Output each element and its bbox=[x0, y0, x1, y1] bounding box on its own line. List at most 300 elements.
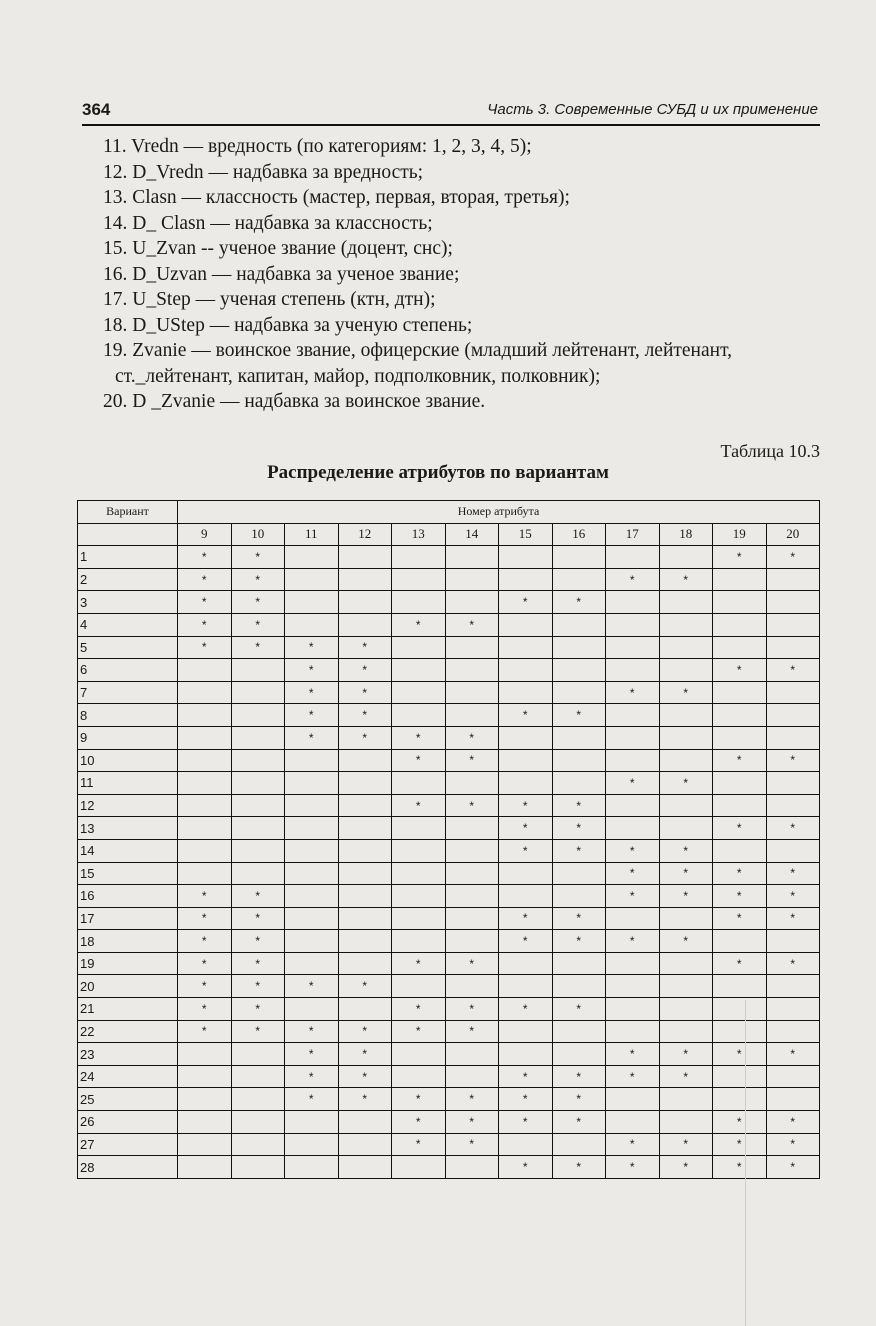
page-header bbox=[82, 98, 820, 126]
variant-number-cell: 2 bbox=[78, 568, 178, 591]
empty-cell bbox=[713, 726, 767, 749]
table-row bbox=[78, 885, 820, 908]
empty-cell bbox=[713, 591, 767, 614]
star-mark-cell: * bbox=[766, 546, 820, 569]
table-row bbox=[78, 907, 820, 930]
star-mark-cell: * bbox=[285, 726, 339, 749]
empty-cell bbox=[285, 546, 339, 569]
star-mark-cell: * bbox=[231, 568, 285, 591]
blank-header-cell bbox=[78, 523, 178, 546]
star-mark-cell: * bbox=[392, 1020, 446, 1043]
empty-cell bbox=[713, 681, 767, 704]
empty-cell bbox=[499, 1043, 553, 1066]
star-mark-cell: * bbox=[392, 952, 446, 975]
list-item: 17. U_Step — ученая степень (ктн, дтн); bbox=[103, 289, 436, 310]
star-mark-cell: * bbox=[552, 591, 606, 614]
empty-cell bbox=[766, 839, 820, 862]
empty-cell bbox=[338, 591, 392, 614]
empty-cell bbox=[338, 998, 392, 1021]
column-number-row bbox=[78, 523, 820, 546]
empty-cell bbox=[231, 681, 285, 704]
star-mark-cell: * bbox=[231, 930, 285, 953]
empty-cell bbox=[713, 772, 767, 795]
empty-cell bbox=[285, 591, 339, 614]
list-item: 16. D_Uzvan — надбавка за ученое звание; bbox=[103, 263, 460, 285]
empty-cell bbox=[766, 772, 820, 795]
empty-cell bbox=[499, 613, 553, 636]
empty-cell bbox=[766, 704, 820, 727]
variant-number-cell: 8 bbox=[78, 704, 178, 727]
empty-cell bbox=[285, 907, 339, 930]
empty-cell bbox=[659, 998, 713, 1021]
empty-cell bbox=[552, 862, 606, 885]
variant-number-cell: 3 bbox=[78, 591, 178, 614]
empty-cell bbox=[392, 930, 446, 953]
star-mark-cell: * bbox=[338, 636, 392, 659]
star-mark-cell: * bbox=[285, 1043, 339, 1066]
empty-cell bbox=[445, 659, 499, 682]
table-row bbox=[78, 749, 820, 772]
star-mark-cell: * bbox=[392, 794, 446, 817]
empty-cell bbox=[766, 726, 820, 749]
star-mark-cell: * bbox=[499, 704, 553, 727]
empty-cell bbox=[659, 659, 713, 682]
star-mark-cell: * bbox=[445, 1088, 499, 1111]
empty-cell bbox=[231, 1133, 285, 1156]
empty-cell bbox=[659, 726, 713, 749]
star-mark-cell: * bbox=[499, 1156, 553, 1179]
empty-cell bbox=[338, 1133, 392, 1156]
empty-cell bbox=[231, 839, 285, 862]
empty-cell bbox=[445, 1043, 499, 1066]
empty-cell bbox=[392, 862, 446, 885]
empty-cell bbox=[552, 772, 606, 795]
empty-cell bbox=[445, 907, 499, 930]
empty-cell bbox=[713, 1088, 767, 1111]
empty-cell bbox=[606, 952, 660, 975]
column-number-header: 11 bbox=[285, 523, 339, 546]
empty-cell bbox=[338, 772, 392, 795]
list-item: 12. D_Vredn — надбавка за вредность; bbox=[103, 161, 424, 183]
star-mark-cell: * bbox=[606, 1133, 660, 1156]
star-mark-cell: * bbox=[231, 613, 285, 636]
star-mark-cell: * bbox=[392, 749, 446, 772]
empty-cell bbox=[338, 613, 392, 636]
table-row bbox=[78, 568, 820, 591]
star-mark-cell: * bbox=[713, 1133, 767, 1156]
empty-cell bbox=[392, 839, 446, 862]
empty-cell bbox=[499, 975, 553, 998]
star-mark-cell: * bbox=[552, 704, 606, 727]
empty-cell bbox=[552, 1043, 606, 1066]
star-mark-cell: * bbox=[285, 681, 339, 704]
table-row bbox=[78, 794, 820, 817]
empty-cell bbox=[499, 568, 553, 591]
star-mark-cell: * bbox=[338, 1088, 392, 1111]
empty-cell bbox=[392, 1065, 446, 1088]
variant-number-cell: 5 bbox=[78, 636, 178, 659]
empty-cell bbox=[178, 1088, 232, 1111]
empty-cell bbox=[392, 772, 446, 795]
star-mark-cell: * bbox=[285, 659, 339, 682]
variant-number-cell: 9 bbox=[78, 726, 178, 749]
column-number-header: 10 bbox=[231, 523, 285, 546]
star-mark-cell: * bbox=[392, 726, 446, 749]
empty-cell bbox=[659, 749, 713, 772]
star-mark-cell: * bbox=[552, 1111, 606, 1134]
star-mark-cell: * bbox=[392, 1111, 446, 1134]
star-mark-cell: * bbox=[606, 1156, 660, 1179]
star-mark-cell: * bbox=[659, 568, 713, 591]
empty-cell bbox=[606, 546, 660, 569]
empty-cell bbox=[178, 772, 232, 795]
star-mark-cell: * bbox=[766, 659, 820, 682]
star-mark-cell: * bbox=[606, 862, 660, 885]
empty-cell bbox=[499, 726, 553, 749]
star-mark-cell: * bbox=[231, 907, 285, 930]
star-mark-cell: * bbox=[713, 952, 767, 975]
star-mark-cell: * bbox=[766, 817, 820, 840]
empty-cell bbox=[285, 862, 339, 885]
star-mark-cell: * bbox=[713, 1111, 767, 1134]
list-item: 11. Vredn — вредность (по категориям: 1, 2, 3, 4, 5); bbox=[103, 136, 532, 157]
empty-cell bbox=[392, 704, 446, 727]
empty-cell bbox=[766, 591, 820, 614]
empty-cell bbox=[552, 568, 606, 591]
empty-cell bbox=[713, 839, 767, 862]
empty-cell bbox=[231, 794, 285, 817]
empty-cell bbox=[499, 546, 553, 569]
empty-cell bbox=[392, 1156, 446, 1179]
star-mark-cell: * bbox=[499, 930, 553, 953]
empty-cell bbox=[766, 1020, 820, 1043]
empty-cell bbox=[285, 1111, 339, 1134]
empty-cell bbox=[231, 862, 285, 885]
empty-cell bbox=[231, 1043, 285, 1066]
empty-cell bbox=[445, 772, 499, 795]
table-row bbox=[78, 726, 820, 749]
empty-cell bbox=[445, 636, 499, 659]
variant-number-cell: 23 bbox=[78, 1043, 178, 1066]
table-row bbox=[78, 659, 820, 682]
variant-number-cell: 19 bbox=[78, 952, 178, 975]
star-mark-cell: * bbox=[285, 1065, 339, 1088]
empty-cell bbox=[766, 1065, 820, 1088]
empty-cell bbox=[659, 636, 713, 659]
table-row bbox=[78, 817, 820, 840]
empty-cell bbox=[392, 681, 446, 704]
empty-cell bbox=[178, 726, 232, 749]
empty-cell bbox=[766, 930, 820, 953]
empty-cell bbox=[445, 591, 499, 614]
empty-cell bbox=[606, 998, 660, 1021]
star-mark-cell: * bbox=[445, 1020, 499, 1043]
empty-cell bbox=[713, 613, 767, 636]
empty-cell bbox=[552, 613, 606, 636]
star-mark-cell: * bbox=[606, 930, 660, 953]
empty-cell bbox=[659, 704, 713, 727]
table-row bbox=[78, 613, 820, 636]
empty-cell bbox=[231, 749, 285, 772]
empty-cell bbox=[606, 794, 660, 817]
star-mark-cell: * bbox=[659, 839, 713, 862]
empty-cell bbox=[338, 749, 392, 772]
empty-cell bbox=[606, 907, 660, 930]
table-row bbox=[78, 952, 820, 975]
empty-cell bbox=[659, 546, 713, 569]
empty-cell bbox=[499, 681, 553, 704]
variant-number-cell: 12 bbox=[78, 794, 178, 817]
table-row bbox=[78, 862, 820, 885]
empty-cell bbox=[499, 952, 553, 975]
empty-cell bbox=[445, 681, 499, 704]
empty-cell bbox=[285, 772, 339, 795]
variant-number-cell: 20 bbox=[78, 975, 178, 998]
column-number-header: 13 bbox=[392, 523, 446, 546]
table-label: Таблица 10.3 bbox=[720, 441, 820, 461]
star-mark-cell: * bbox=[766, 749, 820, 772]
empty-cell bbox=[606, 975, 660, 998]
empty-cell bbox=[338, 1111, 392, 1134]
star-mark-cell: * bbox=[178, 907, 232, 930]
table-row bbox=[78, 772, 820, 795]
variant-number-cell: 18 bbox=[78, 930, 178, 953]
column-number-header: 16 bbox=[552, 523, 606, 546]
table-row bbox=[78, 591, 820, 614]
table-title: Распределение атрибутов по вариантам bbox=[267, 462, 609, 483]
empty-cell bbox=[231, 772, 285, 795]
variant-number-cell: 10 bbox=[78, 749, 178, 772]
star-mark-cell: * bbox=[231, 975, 285, 998]
empty-cell bbox=[445, 862, 499, 885]
empty-cell bbox=[713, 930, 767, 953]
empty-cell bbox=[552, 1020, 606, 1043]
empty-cell bbox=[285, 930, 339, 953]
empty-cell bbox=[338, 794, 392, 817]
variant-number-cell: 15 bbox=[78, 862, 178, 885]
empty-cell bbox=[606, 613, 660, 636]
star-mark-cell: * bbox=[552, 817, 606, 840]
variant-column-header: Вариант bbox=[78, 501, 178, 524]
star-mark-cell: * bbox=[659, 1133, 713, 1156]
empty-cell bbox=[606, 1088, 660, 1111]
variant-number-cell: 17 bbox=[78, 907, 178, 930]
star-mark-cell: * bbox=[766, 907, 820, 930]
empty-cell bbox=[659, 794, 713, 817]
empty-cell bbox=[178, 1133, 232, 1156]
empty-cell bbox=[231, 726, 285, 749]
empty-cell bbox=[552, 546, 606, 569]
empty-cell bbox=[606, 1020, 660, 1043]
star-mark-cell: * bbox=[659, 862, 713, 885]
empty-cell bbox=[231, 1111, 285, 1134]
star-mark-cell: * bbox=[766, 1133, 820, 1156]
star-mark-cell: * bbox=[178, 975, 232, 998]
variant-number-cell: 6 bbox=[78, 659, 178, 682]
star-mark-cell: * bbox=[659, 772, 713, 795]
star-mark-cell: * bbox=[499, 907, 553, 930]
empty-cell bbox=[231, 1065, 285, 1088]
empty-cell bbox=[392, 636, 446, 659]
star-mark-cell: * bbox=[178, 591, 232, 614]
empty-cell bbox=[766, 975, 820, 998]
empty-cell bbox=[766, 613, 820, 636]
star-mark-cell: * bbox=[392, 1088, 446, 1111]
variant-number-cell: 24 bbox=[78, 1065, 178, 1088]
star-mark-cell: * bbox=[713, 659, 767, 682]
table-row bbox=[78, 1088, 820, 1111]
empty-cell bbox=[445, 568, 499, 591]
empty-cell bbox=[499, 1020, 553, 1043]
empty-cell bbox=[659, 1088, 713, 1111]
table-row bbox=[78, 975, 820, 998]
empty-cell bbox=[766, 636, 820, 659]
empty-cell bbox=[606, 726, 660, 749]
star-mark-cell: * bbox=[499, 817, 553, 840]
star-mark-cell: * bbox=[445, 998, 499, 1021]
star-mark-cell: * bbox=[445, 613, 499, 636]
star-mark-cell: * bbox=[231, 636, 285, 659]
star-mark-cell: * bbox=[552, 930, 606, 953]
empty-cell bbox=[285, 1156, 339, 1179]
empty-cell bbox=[766, 794, 820, 817]
empty-cell bbox=[713, 794, 767, 817]
list-item: 19. Zvanie — воинское звание, офицерские (младший лейтенант, лейтенант, ст._лейтенант, капитан, майор, подполковник, полковник); bbox=[103, 338, 828, 389]
empty-cell bbox=[392, 659, 446, 682]
star-mark-cell: * bbox=[659, 930, 713, 953]
variant-number-cell: 4 bbox=[78, 613, 178, 636]
star-mark-cell: * bbox=[231, 1020, 285, 1043]
empty-cell bbox=[285, 817, 339, 840]
variant-number-cell: 7 bbox=[78, 681, 178, 704]
star-mark-cell: * bbox=[552, 1156, 606, 1179]
list-item: 18. D_UStep — надбавка за ученую степень; bbox=[103, 314, 473, 336]
attribute-number-header: Номер атрибута bbox=[178, 501, 820, 524]
star-mark-cell: * bbox=[713, 1043, 767, 1066]
star-mark-cell: * bbox=[178, 885, 232, 908]
empty-cell bbox=[392, 817, 446, 840]
empty-cell bbox=[178, 1065, 232, 1088]
empty-cell bbox=[231, 1156, 285, 1179]
star-mark-cell: * bbox=[606, 568, 660, 591]
star-mark-cell: * bbox=[499, 591, 553, 614]
empty-cell bbox=[499, 659, 553, 682]
star-mark-cell: * bbox=[552, 794, 606, 817]
empty-cell bbox=[606, 1111, 660, 1134]
empty-cell bbox=[499, 1133, 553, 1156]
empty-cell bbox=[552, 659, 606, 682]
empty-cell bbox=[178, 1156, 232, 1179]
empty-cell bbox=[606, 749, 660, 772]
empty-cell bbox=[445, 839, 499, 862]
star-mark-cell: * bbox=[606, 839, 660, 862]
empty-cell bbox=[338, 1156, 392, 1179]
table-row bbox=[78, 930, 820, 953]
star-mark-cell: * bbox=[178, 930, 232, 953]
star-mark-cell: * bbox=[713, 546, 767, 569]
empty-cell bbox=[552, 636, 606, 659]
empty-cell bbox=[606, 817, 660, 840]
star-mark-cell: * bbox=[338, 1065, 392, 1088]
running-head: Часть 3. Современные СУБД и их применение bbox=[487, 101, 818, 118]
empty-cell bbox=[178, 1043, 232, 1066]
star-mark-cell: * bbox=[659, 681, 713, 704]
star-mark-cell: * bbox=[285, 636, 339, 659]
star-mark-cell: * bbox=[392, 613, 446, 636]
star-mark-cell: * bbox=[178, 998, 232, 1021]
empty-cell bbox=[713, 568, 767, 591]
star-mark-cell: * bbox=[445, 749, 499, 772]
star-mark-cell: * bbox=[445, 952, 499, 975]
star-mark-cell: * bbox=[499, 1111, 553, 1134]
empty-cell bbox=[338, 568, 392, 591]
empty-cell bbox=[552, 749, 606, 772]
variant-number-cell: 25 bbox=[78, 1088, 178, 1111]
table-row bbox=[78, 1111, 820, 1134]
empty-cell bbox=[445, 704, 499, 727]
variant-number-cell: 14 bbox=[78, 839, 178, 862]
empty-cell bbox=[338, 862, 392, 885]
star-mark-cell: * bbox=[606, 1065, 660, 1088]
empty-cell bbox=[766, 681, 820, 704]
star-mark-cell: * bbox=[713, 907, 767, 930]
empty-cell bbox=[178, 681, 232, 704]
table-body bbox=[78, 546, 820, 1179]
empty-cell bbox=[285, 952, 339, 975]
star-mark-cell: * bbox=[445, 1133, 499, 1156]
empty-cell bbox=[713, 1020, 767, 1043]
variant-number-cell: 11 bbox=[78, 772, 178, 795]
empty-cell bbox=[392, 568, 446, 591]
star-mark-cell: * bbox=[231, 885, 285, 908]
star-mark-cell: * bbox=[766, 1156, 820, 1179]
empty-cell bbox=[659, 975, 713, 998]
star-mark-cell: * bbox=[659, 1156, 713, 1179]
empty-cell bbox=[392, 1043, 446, 1066]
variant-number-cell: 21 bbox=[78, 998, 178, 1021]
list-item: 20. D _Zvanie — надбавка за воинское звание. bbox=[103, 391, 486, 412]
star-mark-cell: * bbox=[178, 546, 232, 569]
star-mark-cell: * bbox=[766, 885, 820, 908]
variant-table-wrapper bbox=[77, 500, 820, 1179]
empty-cell bbox=[445, 975, 499, 998]
table-row bbox=[78, 1020, 820, 1043]
empty-cell bbox=[178, 817, 232, 840]
list-item: 14. D_ Clasn — надбавка за классность; bbox=[103, 212, 433, 234]
empty-cell bbox=[659, 907, 713, 930]
column-number-header: 19 bbox=[713, 523, 767, 546]
star-mark-cell: * bbox=[338, 726, 392, 749]
empty-cell bbox=[178, 659, 232, 682]
empty-cell bbox=[338, 952, 392, 975]
empty-cell bbox=[392, 546, 446, 569]
page-number: 364 bbox=[82, 100, 111, 119]
scan-artifact bbox=[745, 1000, 746, 1326]
empty-cell bbox=[499, 862, 553, 885]
star-mark-cell: * bbox=[178, 613, 232, 636]
variant-number-cell: 22 bbox=[78, 1020, 178, 1043]
star-mark-cell: * bbox=[659, 1043, 713, 1066]
star-mark-cell: * bbox=[659, 885, 713, 908]
empty-cell bbox=[713, 975, 767, 998]
star-mark-cell: * bbox=[659, 1065, 713, 1088]
empty-cell bbox=[552, 975, 606, 998]
empty-cell bbox=[338, 907, 392, 930]
star-mark-cell: * bbox=[338, 1043, 392, 1066]
table-row bbox=[78, 998, 820, 1021]
empty-cell bbox=[713, 636, 767, 659]
empty-cell bbox=[231, 817, 285, 840]
